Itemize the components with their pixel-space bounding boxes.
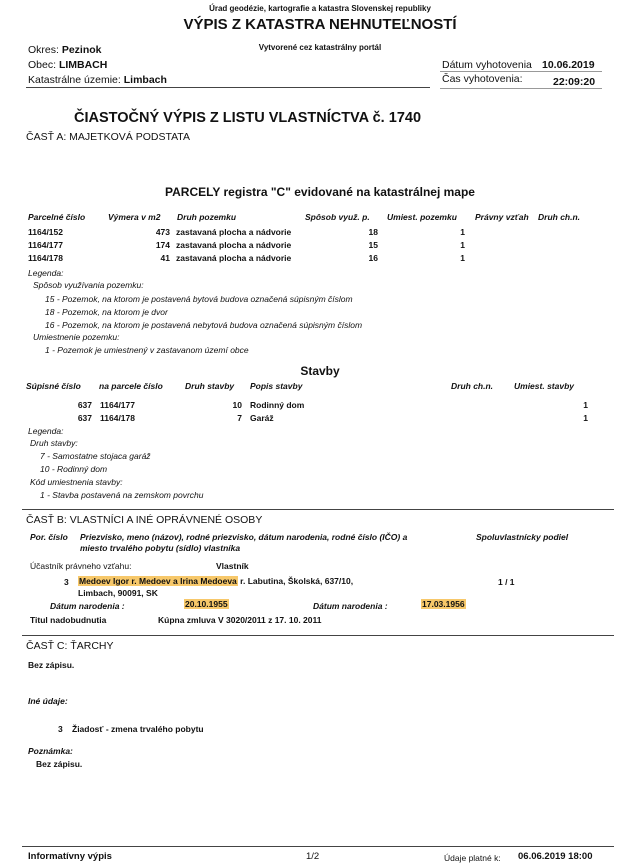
parcela-druh: zastavaná plocha a nádvorie (176, 227, 292, 237)
col-por-cislo: Por. číslo (30, 532, 68, 542)
legend-item: 7 - Samostatne stojaca garáž (40, 451, 151, 461)
col-sposob-vyuz: Spôsob využ. p. (305, 212, 370, 222)
stavba-umiest: 1 (583, 400, 588, 410)
parcela-cislo: 1164/177 (28, 240, 63, 250)
col-owner-desc: Priezvisko, meno (názov), rodné priezvisko, dátum narodenia, rodné číslo (IČO) a (80, 532, 408, 542)
stavba-druh: 10 (232, 400, 242, 410)
birth-date-label-2: Dátum narodenia : (313, 601, 388, 611)
agency-name: Úrad geodézie, kartografie a katastra Slovenskej republiky (209, 4, 431, 13)
parcela-sposob: 15 (368, 240, 378, 250)
legend-item: 18 - Pozemok, na ktorom je dvor (45, 307, 168, 317)
umiest-legend-label: Umiestnenie pozemku: (33, 332, 120, 342)
parcela-druh: zastavaná plocha a nádvorie (176, 253, 292, 263)
ucastnik-label: Účastník právneho vzťahu: (30, 561, 132, 571)
footer-divider (22, 846, 614, 847)
birth-date-label: Dátum narodenia : (50, 601, 125, 611)
katastralne-uzemie-field: Katastrálne územie: Limbach (28, 74, 167, 86)
col-owner-desc-2: miesto trvalého pobytu (sídlo) vlastníka (80, 543, 241, 553)
legend-item: 16 - Pozemok, na ktorom je postavená nebytová budova označená súpisným číslom (45, 320, 363, 330)
stavba-parcela: 1164/178 (100, 413, 135, 423)
ucastnik-value: Vlastník (216, 561, 249, 571)
parcela-cislo: 1164/152 (28, 227, 63, 237)
ine-udaje-label: Iné údaje: (28, 696, 68, 706)
col-supisne-cislo: Súpisné číslo (26, 381, 81, 391)
col-umiest-stavby: Umiest. stavby (514, 381, 574, 391)
col-druh-stavby: Druh stavby (185, 381, 235, 391)
owner-podiel: 1 / 1 (498, 577, 515, 587)
document-title: VÝPIS Z KATASTRA NEHNUTEĽNOSTÍ (183, 16, 457, 33)
cas-vyhotovenia-label: Čas vyhotovenia: (442, 73, 523, 85)
part-c-divider (22, 635, 614, 636)
legend-item: 10 - Rodinný dom (40, 464, 108, 474)
owner-entry (78, 576, 353, 586)
owner-por-cislo: 3 (64, 577, 69, 587)
col-spoluvlastnicky-podiel: Spoluvlastnícky podiel (476, 532, 569, 542)
parcela-cislo: 1164/178 (28, 253, 63, 263)
parcela-sposob: 16 (368, 253, 378, 263)
document-subtitle: Vytvorené cez katastrálny portál (258, 43, 382, 52)
footer-valid-value: 06.06.2019 18:00 (518, 851, 593, 862)
part-b-title: ČASŤ B: VLASTNÍCI A INÉ OPRÁVNENÉ OSOBY (26, 514, 263, 526)
stavba-popis: Rodinný dom (250, 400, 305, 410)
okres-field: Okres: Pezinok (28, 44, 102, 56)
footer-informativny-vypis: Informatívny výpis (28, 851, 112, 862)
birth-date-2: 17.03.1956 (422, 599, 465, 609)
sposob-legend-label: Spôsob využívania pozemku: (33, 280, 144, 290)
ine-udaje-number: 3 (58, 724, 63, 734)
footer-page-number: 1/2 (306, 851, 320, 862)
owner-address: r. Labutina, Školská, 637/10, (240, 576, 354, 586)
header-divider (26, 87, 430, 88)
col-parcelne-cislo: Parcelné číslo (28, 212, 86, 222)
date-underline (440, 71, 602, 72)
parcela-umiest: 1 (460, 227, 465, 237)
cas-vyhotovenia-value: 22:09:20 (553, 76, 596, 88)
titul-label: Titul nadobudnutia (30, 615, 107, 625)
main-title: ČIASTOČNÝ VÝPIS Z LISTU VLASTNÍCTVA č. 1740 (74, 110, 422, 126)
stavba-popis: Garáž (250, 413, 274, 423)
parcela-vymera: 174 (155, 240, 170, 250)
legend-item: 1 - Pozemok je umiestnený v zastavanom území obce (45, 345, 249, 355)
stavba-umiest: 1 (583, 413, 588, 423)
col-druh-pozemku: Druh pozemku (177, 212, 237, 222)
datum-vyhotovenia-label: Dátum vyhotovenia (442, 59, 532, 71)
stavby-title: Stavby (300, 364, 340, 378)
part-c-bez-zapisu: Bez zápisu. (28, 660, 75, 670)
col-popis-stavby: Popis stavby (250, 381, 303, 391)
parcela-druh: zastavaná plocha a nádvorie (176, 240, 292, 250)
col-druh-chn: Druh ch.n. (538, 212, 581, 222)
legend-label: Legenda: (28, 426, 64, 436)
owner-address-2: Limbach, 90091, SK (78, 588, 158, 598)
titul-value: Kúpna zmluva V 3020/2011 z 17. 10. 2011 (158, 615, 322, 625)
ine-udaje-text: Žiadosť - zmena trvalého pobytu (72, 724, 204, 734)
obec-field: Obec: LIMBACH (28, 59, 108, 71)
parcela-sposob: 18 (368, 227, 378, 237)
kod-umiestnenia-label: Kód umiestnenia stavby: (30, 477, 123, 487)
legend-item: 15 - Pozemok, na ktorom je postavená bytová budova označená súpisným číslom (45, 294, 353, 304)
col-druh-chn: Druh ch.n. (451, 381, 494, 391)
parcels-title: PARCELY registra "C" evidované na katastrálnej mape (165, 185, 475, 199)
col-na-parcele: na parcele číslo (99, 381, 163, 391)
legend-item: 1 - Stavba postavená na zemskom povrchu (40, 490, 204, 500)
part-b-divider (22, 509, 614, 510)
parcela-umiest: 1 (460, 240, 465, 250)
druh-stavby-legend-label: Druh stavby: (30, 438, 78, 448)
footer-valid-label: Údaje platné k: (444, 853, 501, 863)
time-underline (440, 88, 602, 89)
parcela-umiest: 1 (460, 253, 465, 263)
part-c-title: ČASŤ C: ŤARCHY (26, 640, 114, 652)
parcela-vymera: 473 (155, 227, 170, 237)
parcela-vymera: 41 (160, 253, 170, 263)
supisne-cislo: 637 (77, 400, 92, 410)
col-umiest-pozemku: Umiest. pozemku (387, 212, 457, 222)
birth-date-1: 20.10.1955 (185, 599, 228, 609)
owner-names: Medoev Igor r. Medoev a Irina Medoeva (79, 576, 237, 586)
poznamka-text: Bez zápisu. (36, 759, 83, 769)
col-pravny-vztah: Právny vzťah (475, 212, 529, 222)
stavba-parcela: 1164/177 (100, 400, 135, 410)
part-a-title: ČASŤ A: MAJETKOVÁ PODSTATA (26, 131, 190, 143)
legend-label: Legenda: (28, 268, 64, 278)
stavba-druh: 7 (237, 413, 242, 423)
datum-vyhotovenia-value: 10.06.2019 (542, 59, 595, 71)
poznamka-label: Poznámka: (28, 746, 73, 756)
col-vymera: Výmera v m2 (108, 212, 161, 222)
supisne-cislo: 637 (77, 413, 92, 423)
